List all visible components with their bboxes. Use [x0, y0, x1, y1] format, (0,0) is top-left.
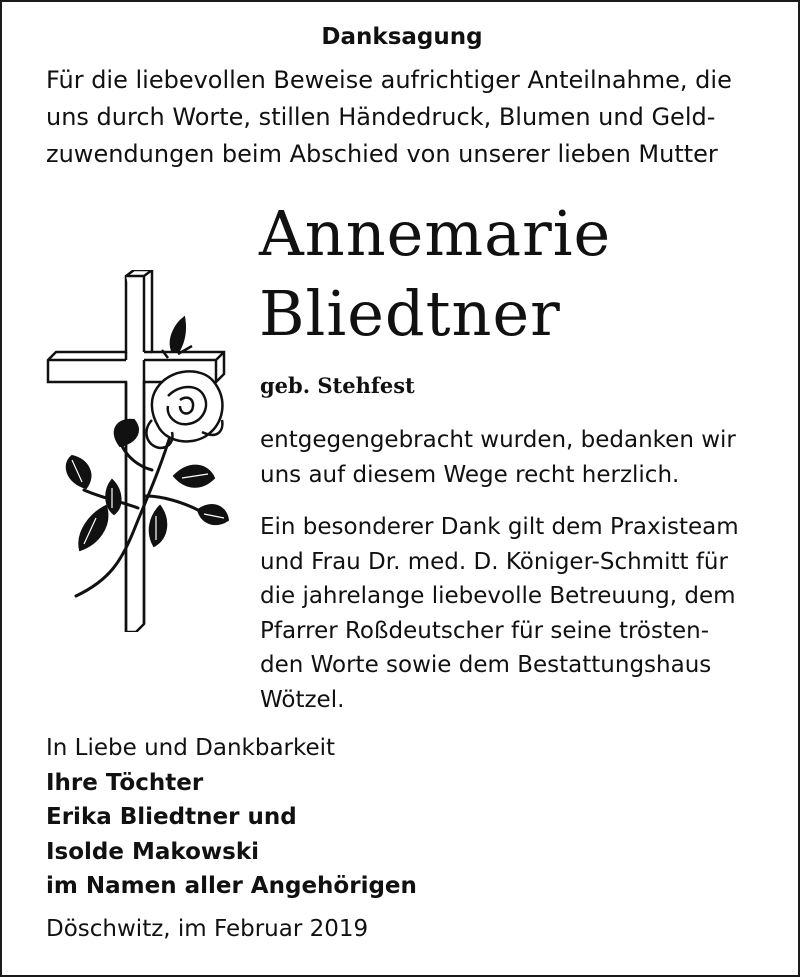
- paragraph-line: und Frau Dr. med. D. Königer-Schmitt für: [260, 548, 728, 575]
- cross-with-rose-icon: [42, 270, 232, 636]
- signature-line: im Namen aller Angehörigen: [46, 873, 417, 899]
- deceased-name: [259, 194, 611, 354]
- intro-line: uns durch Worte, stillen Händedruck, Blumen und Geld-: [46, 103, 716, 131]
- paragraph-line: uns auf diesem Wege recht herzlich.: [260, 461, 680, 488]
- special-thanks-paragraph: [260, 510, 780, 717]
- paragraph-line: Pfarrer Roßdeutscher für seine trösten-: [260, 617, 710, 644]
- intro-line: zuwendungen beim Abschied von unserer lieben Mutter: [46, 140, 718, 168]
- place-date: Döschwitz, im Februar 2019: [46, 916, 369, 942]
- last-name: Bliedtner: [259, 277, 561, 350]
- intro-line: Für die liebevollen Beweise aufrichtiger Anteilnahme, die: [46, 66, 732, 94]
- paragraph-line: entgegengebracht wurden, bedanken wir: [260, 427, 736, 453]
- signature-line: Ihre Töchter: [46, 769, 204, 796]
- paragraph-line: Ein besonderer Dank gilt dem Praxisteam: [260, 514, 739, 540]
- notice-heading: Danksagung: [321, 24, 483, 50]
- signature-line: Erika Bliedtner und: [46, 804, 297, 830]
- paragraph-line: den Worte sowie dem Bestattungshaus: [260, 652, 712, 678]
- thanks-paragraph: [260, 423, 780, 492]
- intro-text: [46, 62, 766, 173]
- first-name: Annemarie: [259, 197, 612, 270]
- birth-name: geb. Stehfest: [260, 373, 415, 398]
- paragraph-line: Wötzel.: [260, 686, 345, 713]
- signature-line: Isolde Makowski: [46, 838, 260, 865]
- closing-signature: [46, 731, 746, 904]
- paragraph-line: die jahrelange liebevolle Betreuung, dem: [260, 583, 736, 609]
- closing-phrase: In Liebe und Dankbarkeit: [46, 735, 336, 761]
